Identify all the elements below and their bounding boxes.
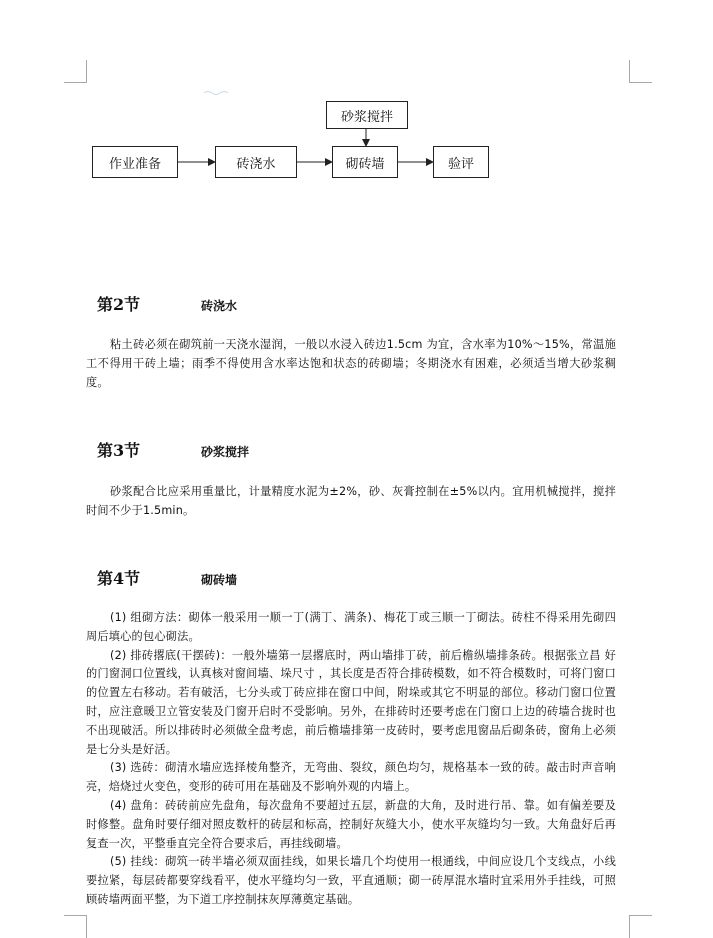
- section-body: [86, 483, 616, 521]
- flow-node-mortar: 砂浆搅拌: [326, 101, 408, 129]
- paragraph-item: (1) 组砌方法：砌体一般采用一顺一丁(满丁、满条)、梅花丁或三顺一丁砌法。砖柱不得采用先砌四周后填心的包心砌法。: [86, 611, 616, 643]
- section-heading: [97, 292, 237, 315]
- section-heading: [97, 438, 249, 461]
- paragraph: 砂浆配合比应采用重量比，计量精度水泥为±2%，砂、灰膏控制在±5%以内。宜用机械搅拌，搅拌时间不少于1.5min。: [86, 485, 616, 517]
- section-heading: [97, 566, 237, 589]
- flow-node-prep: 作业准备: [92, 146, 178, 178]
- faint-mark: [204, 92, 228, 95]
- flow-node-check: 验评: [433, 146, 489, 178]
- section-number: 第3节: [97, 441, 141, 460]
- paragraph-item: (2) 排砖撂底(干摆砖)：一般外墙第一层撂底时，两山墙排丁砖，前后檐纵墙排条砖。根据张立昌 好的门窗洞口位置线，认真核对窗间墙、垛尺寸 ，其长度是否符合排砖模数，如不符合模数时，可将门窗口的位置左右移动。若有破活，七分头或丁砖应排在窗口中间，附垛或其它不明显的部位。移动门窗口位置时，应注意暖卫立管安装及门窗开启时不受影响。另外，在排砖时还要考虑在门窗口上边的砖墙合拢时也不出现破活。所以排砖时必须做全盘考虑，前后檐墙排第一皮砖时，要考虑甩窗品后砌条砖，窗角上必须是七分头是好活。: [86, 648, 616, 756]
- section-body: [86, 336, 616, 392]
- paragraph-item: (4) 盘角：砖砖前应先盘角，每次盘角不要超过五层，新盘的大角，及时进行吊、靠。如有偏差要及时修整。盘角时要仔细对照皮数杆的砖层和标高，控制好灰缝大小，使水平灰缝均匀一致。大角盘好后再复查一次，平整垂直完全符合要求后，再挂线砌墙。: [86, 798, 616, 850]
- section-title: 砖浇水: [201, 299, 238, 313]
- paragraph-item: (3) 选砖：砌清水墙应选择棱角整齐，无弯曲、裂纹，颜色均匀，规格基本一致的砖。敲击时声音响亮，焙烧过火变色，变形的砖可用在基础及不影响外观的内墙上。: [86, 761, 616, 794]
- process-flowchart: [0, 0, 713, 190]
- section-number: 第4节: [97, 569, 141, 588]
- section-number: 第2节: [97, 295, 141, 314]
- section-title: 砌砖墙: [201, 573, 238, 587]
- section-title: 砂浆搅拌: [201, 445, 250, 459]
- section-body: [86, 609, 616, 910]
- crop-mark-bottom-right: [629, 915, 652, 938]
- flow-node-lay: 砌砖墙: [332, 146, 398, 178]
- flow-node-water: 砖浇水: [215, 146, 297, 178]
- crop-mark-bottom-left: [64, 915, 87, 938]
- paragraph: 粘土砖必须在砌筑前一天浇水湿润，一般以水浸入砖边1.5cm 为宜，含水率为10%～15%，常温施工不得用干砖上墙；雨季不得使用含水率达饱和状态的砖砌墙；冬期浇水有困难，必须适当增大砂浆稠度。: [86, 338, 616, 389]
- paragraph-item: (5) 挂线：砌筑一砖半墙必须双面挂线，如果长墙几个均使用一根通线，中间应设几个支线点，小线要拉紧，每层砖都要穿线看平，使水平缝均匀一致，平直通顺；砌一砖厚混水墙时宜采用外手挂线，可照顾砖墙两面平整，为下道工序控制抹灰厚薄奠定基础。: [86, 855, 616, 906]
